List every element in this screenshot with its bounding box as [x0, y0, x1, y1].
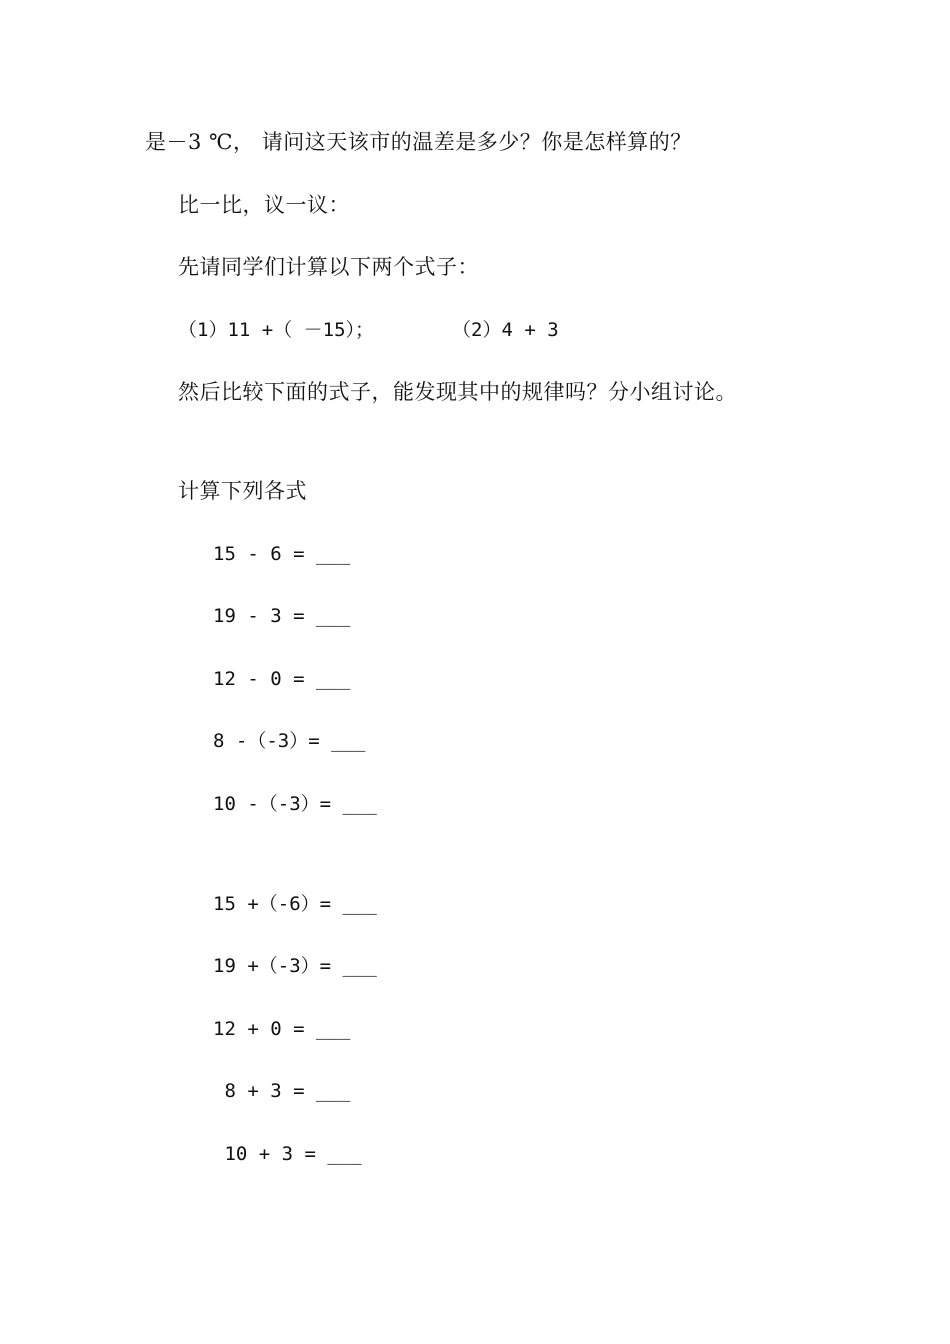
addition-item-2: 19 +（-3）= ___ — [213, 955, 377, 977]
instruction-line: 先请同学们计算以下两个式子： — [178, 255, 479, 279]
subtraction-item-4: 8 -（-3）= ___ — [213, 730, 366, 752]
subtraction-item-2: 19 - 3 = ___ — [213, 605, 351, 627]
addition-item-5: 10 + 3 = ___ — [213, 1143, 362, 1165]
discussion-prompt: 然后比较下面的式子，能发现其中的规律吗？分小组讨论。 — [178, 380, 737, 404]
expression-1: （1）11 +（ －15）； — [178, 319, 375, 341]
addition-item-3: 12 + 0 = ___ — [213, 1018, 351, 1040]
compare-heading: 比一比，议一议： — [178, 193, 350, 217]
addition-item-4: 8 + 3 = ___ — [213, 1080, 351, 1102]
subtraction-item-3: 12 - 0 = ___ — [213, 668, 351, 690]
subtraction-item-5: 10 -（-3）= ___ — [213, 793, 377, 815]
addition-item-1: 15 +（-6）= ___ — [213, 893, 377, 915]
subtraction-item-1: 15 - 6 = ___ — [213, 543, 351, 565]
expression-2: （2）4 + 3 — [452, 319, 559, 341]
exercise-heading: 计算下列各式 — [178, 479, 307, 503]
intro-line: 是－3 ℃， 请问这天该市的温差是多少？你是怎样算的？ — [145, 130, 692, 154]
